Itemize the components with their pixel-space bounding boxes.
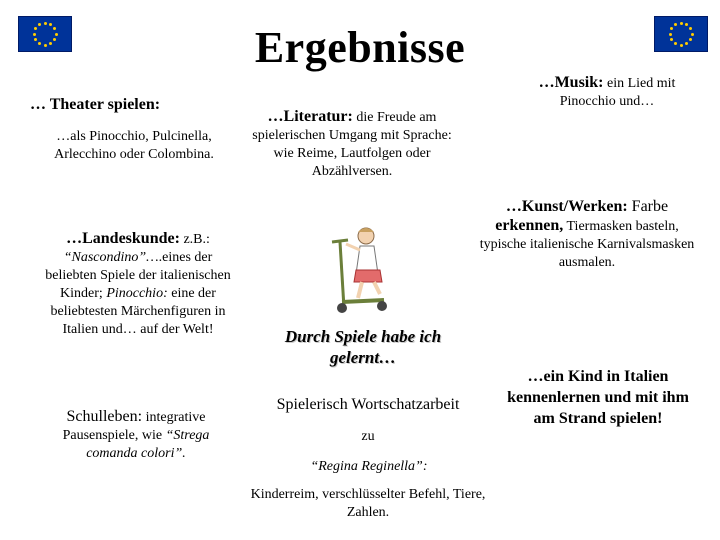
flag-star (34, 38, 37, 41)
flag-star (44, 44, 47, 47)
flag-star (689, 38, 692, 41)
flag-star (680, 22, 683, 25)
flag-star (685, 42, 688, 45)
musik-section (512, 74, 702, 111)
kinderreim-text: Kinderreim, verschlüsselter Befehl, Tiere, Zahlen. (250, 487, 486, 520)
landeskunde-text-5: eine der beliebtesten Märchenfiguren in Italien und… auf der Welt! (50, 286, 226, 337)
musik-text-2: Pinocchio und… (559, 94, 655, 109)
regina-text: “Regina Reginella”: (310, 459, 428, 474)
flag-star (685, 23, 688, 26)
literatur-section (252, 108, 452, 181)
durch-spiele-text: Durch Spiele habe ich gelernt… (284, 327, 442, 367)
flag-star (55, 33, 58, 36)
literatur-text-2: spielerischen Umgang mit Sprache: wie Reime, Lautfolgen oder Abzählversen. (252, 128, 452, 179)
schulleben-heading: Schulleben: (66, 408, 143, 425)
theater-heading: … Theater spielen: (30, 96, 161, 113)
flag-star (674, 23, 677, 26)
musik-heading: …Musik: (538, 74, 604, 91)
eu-flag-icon (654, 16, 708, 52)
zu-text: zu (361, 429, 375, 444)
flag-star (691, 33, 694, 36)
flag-star (53, 27, 56, 30)
kunst-text-1: Farbe (627, 198, 669, 215)
flag-star (34, 27, 37, 30)
schulleben-text-1: integrative (142, 410, 206, 425)
flag-star (49, 42, 52, 45)
kunst-section (476, 198, 698, 272)
literatur-heading: …Literatur: (267, 108, 353, 125)
landeskunde-text-1: z.B.: (179, 232, 210, 247)
schulleben-section (36, 408, 236, 463)
theater-text: …als Pinocchio, Pulcinella, Arlecchino oder Colombina. (54, 129, 214, 162)
child-on-scooter-icon (318, 222, 402, 316)
kunst-heading: …Kunst/Werken: (505, 198, 628, 215)
landeskunde-section (38, 230, 238, 339)
flag-star (44, 22, 47, 25)
schulleben-text-3: “Strega comanda colori”. (86, 428, 210, 461)
landeskunde-heading: …Landeskunde: (66, 230, 180, 247)
eu-flag-icon (18, 16, 72, 52)
landeskunde-text-3: .eines der beliebten Spiele der italienischen Kinder; (45, 250, 231, 301)
schulleben-text-2: Pausenspiele, wie (62, 428, 163, 443)
flag-star (689, 27, 692, 30)
musik-text-1: ein Lied mit (603, 76, 676, 91)
flag-star (670, 27, 673, 30)
flag-star (33, 33, 36, 36)
flag-star (38, 23, 41, 26)
landeskunde-text-2: “Nascondino”… (63, 250, 159, 265)
flag-star (669, 33, 672, 36)
flag-star (670, 38, 673, 41)
kunst-text-3: Tiermasken basteln, (563, 219, 679, 234)
landeskunde-text-4: Pinocchio: (106, 286, 168, 301)
flag-star (680, 44, 683, 47)
kunst-text-4: typische italienische Karnivalsmasken ausmalen. (479, 237, 695, 270)
page-title: Ergebnisse (254, 23, 466, 72)
flag-star (38, 42, 41, 45)
flag-star (674, 42, 677, 45)
wortschatz-heading: Spielerisch Wortschatzarbeit (276, 396, 460, 413)
theater-section (30, 96, 240, 114)
kunst-text-2: erkennen, (495, 217, 564, 234)
flag-star (49, 23, 52, 26)
kind-text: …ein Kind in Italien kennenlernen und mit ihm am Strand spielen! (507, 368, 689, 427)
flag-star (53, 38, 56, 41)
literatur-text-1: die Freude am (352, 110, 437, 125)
